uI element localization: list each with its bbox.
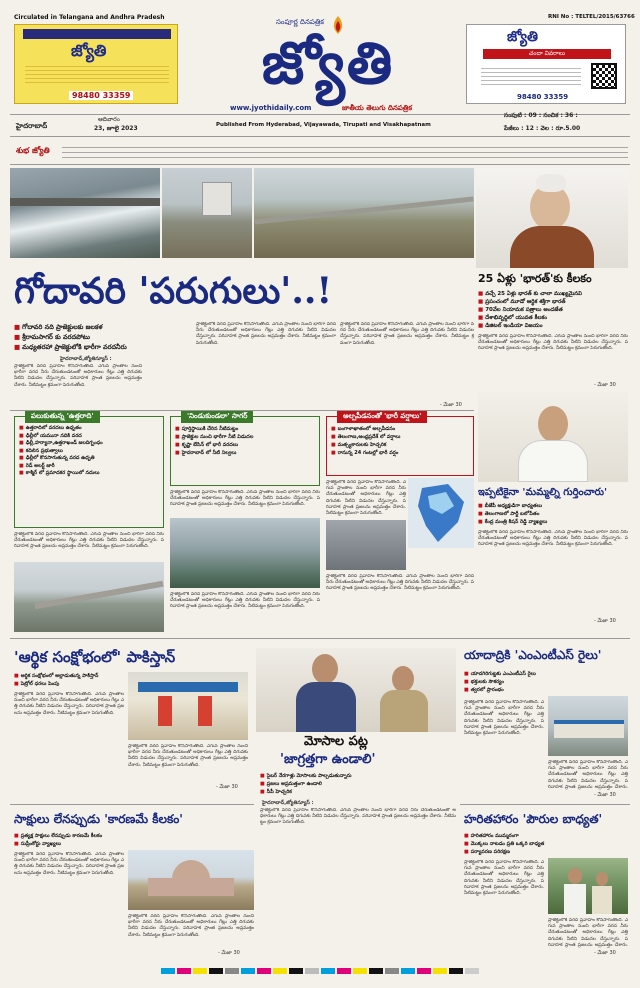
list-item: ■ ప్రపంచంలో మూడో ఆర్థిక శక్తిగా భారత్ — [478, 299, 566, 305]
list-item: ■ డిజిటల్ ఇండియా విజయం — [478, 323, 543, 329]
list-item: ■ హైదరాబాద్ లో నీటి నిల్వలు — [175, 450, 237, 456]
list-item: ■ పూర్తిస్థాయికి చేరిన నీటిమట్టం — [175, 426, 239, 432]
color-registration-strip — [0, 968, 640, 976]
city-label: హైదరాబాద్ — [16, 122, 48, 130]
modi-headline: 25 ఏళ్లు 'భారత్'కు కీలకం — [478, 272, 592, 285]
court-story-2: ప్రాజెక్టులోకి వరద ప్రవాహం కొనసాగుతోంది. ఎగువ ప్రాంతాల నుంచి భారీగా వరద నీరు చేరుతుండటంతో అధికారులు గేట్లు ఎత్తి దిగువకు నీటిని విడుదల చేస్తున్నారు. పరివాహక ప్రాంత ప్రజలను అప్రమత్తం చేశారు. నీటిమట్టం క్రమంగా పెరుగుతోంది. — [128, 914, 254, 938]
haritha-story-2: ప్రాజెక్టులోకి వరద ప్రవాహం కొనసాగుతోంది. ఎగువ ప్రాంతాల నుంచి భారీగా వరద నీరు చేరుతుండటంతో అధికారులు గేట్లు ఎత్తి దిగువకు నీటిని విడుదల చేస్తున్నారు. పరివాహక ప్రాంత ప్రజలను అప్రమత్తం చేశారు. — [548, 918, 628, 948]
mmts-byline: - మేజా 30 — [594, 792, 616, 798]
right-ad — [466, 24, 626, 104]
paper-title: జ్యోతి — [261, 29, 395, 97]
list-item: ■ కాశ్మీర్ లో ప్రమాదకర స్థాయిలో నదులు — [19, 470, 100, 476]
train-photo — [548, 696, 628, 756]
list-item: ■ కేంద్ర మంత్రి కిషన్ రెడ్డి వ్యాఖ్యలు — [478, 519, 548, 525]
right-ad-banner: చందా వివరాలు — [483, 49, 611, 59]
left-ad-title: జ్యోతి — [71, 41, 107, 60]
mmts-story-1: ప్రాజెక్టులోకి వరద ప్రవాహం కొనసాగుతోంది. ఎగువ ప్రాంతాల నుంచి భారీగా వరద నీరు చేరుతుండటంతో అధికారులు గేట్లు ఎత్తి దిగువకు నీటిని విడుదల చేస్తున్నారు. పరివాహక ప్రాంత ప్రజలను అప్రమత్తం చేశారు. నీటిమట్టం క్రమంగా పెరుగుతోంది. — [464, 700, 544, 737]
list-item: ■ బంగాళాఖాతంలో అల్పపీడనం — [331, 426, 396, 432]
box-title: 'నిండుకుండలా' సాగర్ — [181, 411, 253, 423]
panchang-strip — [10, 140, 630, 162]
tagline: సంపూర్ణ దినపత్రిక — [276, 18, 324, 26]
list-item: ■ ప్రాజెక్టుల నుంచి భారీగా నీటి విడుదల — [175, 434, 254, 440]
website: www.jyothidaily.com — [230, 104, 312, 112]
day-label: ఆదివారం — [98, 116, 120, 123]
list-item: ■ బీజేపీ అధ్యక్షుడిగా బాధ్యతలు — [478, 503, 543, 509]
pakistan-headline: 'ఆర్థిక సంక్షోభంలో' పాకిస్తాన్ — [14, 648, 176, 666]
box-title: పలుకుతున్న 'ఉత్తరాది' — [25, 411, 100, 423]
police-story: ప్రాజెక్టులోకి వరద ప్రవాహం కొనసాగుతోంది. ఎగువ ప్రాంతాల నుంచి భారీగా వరద నీరు చేరుతుండటంతో అధికారులు గేట్లు ఎత్తి దిగువకు నీటిని విడుదల చేస్తున్నారు. పరివాహక ప్రాంత ప్రజలను అప్రమత్తం చేశారు. నీటిమట్టం క్రమంగా పెరుగుతోంది. — [260, 808, 456, 826]
shubh-label: శుభ జ్యోతి — [16, 146, 50, 155]
rain-map-photo — [408, 478, 474, 548]
mmts-bullets — [464, 670, 628, 694]
list-item: ■ 70వేల నియామక పత్రాలు అందజేత — [478, 307, 563, 313]
court-headline: సాక్షులు లేనప్పుడు 'కారణమే కీలకం' — [14, 812, 183, 826]
haritha-headline: హరితహారం 'పౌరుల బాధ్యత' — [464, 812, 603, 826]
highway-photo — [14, 562, 164, 632]
kishan-story: ప్రాజెక్టులోకి వరద ప్రవాహం కొనసాగుతోంది. ఎగువ ప్రాంతాల నుంచి భారీగా వరద నీరు చేరుతుండటంతో అధికారులు గేట్లు ఎత్తి దిగువకు నీటిని విడుదల చేస్తున్నారు. పరివాహక ప్రాంత ప్రజలను అప్రమత్తం చేశారు. నీటిమట్టం క్రమంగా పెరుగుతోంది. — [478, 530, 628, 548]
modi-photo — [476, 168, 628, 268]
rain-people-photo — [326, 520, 406, 570]
circulation-note: Circulated in Telangana and Andhra Pradesh — [14, 14, 165, 21]
sagar-dam-photo — [170, 518, 320, 588]
sagar-box — [170, 412, 320, 486]
lead-headline: గోదావరి 'పరుగులు'..! — [14, 270, 333, 312]
police-headline-2: 'జాగ్రత్తగా ఉండాలి' — [280, 752, 376, 767]
list-item: ■ ప్రత్యక్ష సాక్షులు లేనప్పుడు కారణమే కీలకం — [14, 833, 103, 839]
list-item: ■ ఢిల్లీలో కొనసాగుతున్న వరద ఉధృతి — [19, 455, 95, 461]
box-title: అల్పపీడనంతో 'భారీ వర్షాలు' — [337, 411, 427, 423]
list-item: ■ మొక్కలు నాటడం ప్రతి ఒక్కరి బాధ్యత — [464, 841, 545, 847]
left-ad — [14, 24, 178, 104]
left-ad-band — [23, 29, 171, 39]
list-item: ■ కృష్ణా బేసిన్ లో భారీ వరదలు — [175, 442, 239, 448]
kishan-byline: - మేజా 30 — [594, 618, 616, 624]
flooded-street-photo — [162, 168, 252, 258]
list-item: ■ వచ్చే 25 ఏళ్లు భారత్ కు చాలా ముఖ్యమైనవి — [478, 291, 582, 297]
north-story: ప్రాజెక్టులోకి వరద ప్రవాహం కొనసాగుతోంది. ఎగువ ప్రాంతాల నుంచి భారీగా వరద నీరు చేరుతుండటంతో అధికారులు గేట్లు ఎత్తి దిగువకు నీటిని విడుదల చేస్తున్నారు. పరివాహక ప్రాంత ప్రజలను అప్రమత్తం చేశారు. నీటిమట్టం క్రమంగా పెరుగుతోంది. — [14, 532, 164, 550]
court-bullets — [14, 832, 254, 848]
police-bullets — [260, 772, 456, 796]
kishan-headline: ఇప్పటికైనా 'మమ్మల్ని గుర్తించారు' — [478, 487, 608, 498]
lead-story-col2: ప్రాజెక్టులోకి వరద ప్రవాహం కొనసాగుతోంది. ఎగువ ప్రాంతాల నుంచి భారీగా వరద నీరు చేరుతుండటంతో అధికారులు గేట్లు ఎత్తి దిగువకు నీటిని విడుదల చేస్తున్నారు. పరివాహక ప్రాంత ప్రజలను అప్రమత్తం చేశారు. నీటిమట్టం క్రమంగా పెరుగుతోంది. — [196, 322, 336, 346]
kishan-bullets — [478, 502, 628, 526]
lead-story-col1: ప్రాజెక్టులోకి వరద ప్రవాహం కొనసాగుతోంది. ఎగువ ప్రాంతాల నుంచి భారీగా వరద నీరు చేరుతుండటంతో అధికారులు గేట్లు ఎత్తి దిగువకు నీటిని విడుదల చేస్తున్నారు. పరివాహక ప్రాంత ప్రజలను అప్రమత్తం చేశారు. నీటిమట్టం క్రమంగా పెరుగుతోంది. — [14, 364, 142, 388]
paper-subtitle: జాతీయ తెలుగు దినపత్రిక — [342, 104, 412, 112]
left-ad-text-lines — [25, 63, 169, 83]
police-officer-photo — [256, 648, 456, 732]
bridge-photo — [254, 168, 474, 258]
list-item: ■ భక్తులకు సౌకర్యం — [464, 679, 504, 685]
list-item: ■ ప్రజలు అప్రమత్తంగా ఉండాలి — [260, 781, 322, 787]
modi-bullets — [478, 290, 628, 330]
list-item: ■ సీపీ హెచ్చరిక — [260, 789, 292, 795]
pakistan-story-1: ప్రాజెక్టులోకి వరద ప్రవాహం కొనసాగుతోంది. ఎగువ ప్రాంతాల నుంచి భారీగా వరద నీరు చేరుతుండటంతో అధికారులు గేట్లు ఎత్తి దిగువకు నీటిని విడుదల చేస్తున్నారు. పరివాహక ప్రాంత ప్రజలను అప్రమత్తం చేశారు. నీటిమట్టం క్రమంగా పెరుగుతోంది. — [14, 692, 124, 716]
right-ad-text-lines — [481, 65, 581, 87]
police-headline-1: మోసాల పట్ల — [304, 734, 368, 749]
police-dateline: హైదరాబాద్,జ్యోతిన్యూస్ : — [262, 800, 314, 806]
list-item: ■ శ్రీరామసాగర్ కు వరదపోటు — [14, 333, 90, 341]
list-item: ■ పర్యావరణ పరిరక్షణ — [464, 849, 510, 855]
haritha-bullets — [464, 832, 628, 856]
list-item: ■ సైబర్ నేరగాళ్లు మోసాలకు పాల్పడుతున్నారు — [260, 773, 352, 779]
list-item: ■ ఢిల్లీలో యమునా నదికి వరద — [19, 432, 82, 439]
pakistan-story-2: ప్రాజెక్టులోకి వరద ప్రవాహం కొనసాగుతోంది. ఎగువ ప్రాంతాల నుంచి భారీగా వరద నీరు చేరుతుండటంతో అధికారులు గేట్లు ఎత్తి దిగువకు నీటిని విడుదల చేస్తున్నారు. పరివాహక ప్రాంత ప్రజలను అప్రమత్తం చేశారు. నీటిమట్టం క్రమంగా పెరుగుతోంది. — [128, 744, 248, 768]
haritha-byline: - మేజా 30 — [594, 950, 616, 956]
rain-box — [326, 412, 474, 476]
list-item: ■ కదిలిన ప్రభుత్వాలు — [19, 447, 63, 454]
list-item: ■ దేశాభివృద్ధిలో యువత కీలకం — [478, 315, 548, 321]
list-item: ■ రానున్న 24 గంటల్లో భారీ వర్షం — [331, 450, 399, 456]
masthead — [0, 0, 640, 136]
dam-photo — [10, 168, 160, 258]
lead-story-col3: ప్రాజెక్టులోకి వరద ప్రవాహం కొనసాగుతోంది. ఎగువ ప్రాంతాల నుంచి భారీగా వరద నీరు చేరుతుండటంతో అధికారులు గేట్లు ఎత్తి దిగువకు నీటిని విడుదల చేస్తున్నారు. పరివాహక ప్రాంత ప్రజలను అప్రమత్తం చేశారు. నీటిమట్టం క్రమంగా పెరుగుతోంది. — [340, 322, 474, 346]
mmts-story-2: ప్రాజెక్టులోకి వరద ప్రవాహం కొనసాగుతోంది. ఎగువ ప్రాంతాల నుంచి భారీగా వరద నీరు చేరుతుండటంతో అధికారులు గేట్లు ఎత్తి దిగువకు నీటిని విడుదల చేస్తున్నారు. పరివాహక ప్రాంత ప్రజలను అప్రమత్తం చేశారు. — [548, 760, 628, 790]
modi-story: ప్రాజెక్టులోకి వరద ప్రవాహం కొనసాగుతోంది. ఎగువ ప్రాంతాల నుంచి భారీగా వరద నీరు చేరుతుండటంతో అధికారులు గేట్లు ఎత్తి దిగువకు నీటిని విడుదల చేస్తున్నారు. పరివాహక ప్రాంత ప్రజలను అప్రమత్తం చేశారు. నీటిమట్టం క్రమంగా పెరుగుతోంది. — [478, 334, 628, 352]
panchang-text-lines — [62, 143, 628, 159]
list-item: ■ పెట్రోల్ ధరలు పెంపు — [14, 681, 60, 687]
date-label: 23, జూలై 2023 — [94, 125, 138, 132]
north-floods-box — [14, 412, 164, 528]
list-item: ■ తెలంగాణలో పార్టీ బలోపేతం — [478, 511, 540, 517]
rain-story: ప్రాజెక్టులోకి వరద ప్రవాహం కొనసాగుతోంది. ఎగువ ప్రాంతాల నుంచి భారీగా వరద నీరు చేరుతుండటంతో అధికారులు గేట్లు ఎత్తి దిగువకు నీటిని విడుదల చేస్తున్నారు. పరివాహక ప్రాంత ప్రజలను అప్రమత్తం చేశారు. నీటిమట్టం క్రమంగా పెరుగుతోంది. — [326, 480, 406, 516]
pakistan-bullets — [14, 672, 134, 688]
list-item: ■ ఆర్థిక సంక్షోభంలో అల్లాడుతున్న పాకిస్తాన్ — [14, 673, 99, 679]
rain-story-2: ప్రాజెక్టులోకి వరద ప్రవాహం కొనసాగుతోంది. ఎగువ ప్రాంతాల నుంచి భారీగా వరద నీరు చేరుతుండటంతో అధికారులు గేట్లు ఎత్తి దిగువకు నీటిని విడుదల చేస్తున్నారు. పరివాహక ప్రాంత ప్రజలను అప్రమత్తం చేశారు. నీటిమట్టం క్రమంగా పెరుగుతోంది. — [326, 574, 474, 592]
list-item: ■ ఢిల్లీ,హర్యానా,ఉత్తరాఖండ్ జలదిగ్బంధం — [19, 440, 103, 446]
right-ad-title: జ్యోతి — [507, 29, 538, 45]
published-from: Published From Hyderabad, Vijayawada, Tirupati and Visakhapatnam — [216, 122, 431, 128]
list-item: ■ త్వరలో ప్రారంభం — [464, 687, 504, 693]
list-item: ■ మత్స్యకారులకు హెచ్చరిక — [331, 442, 387, 448]
qr-code — [591, 63, 617, 89]
list-item: ■ గోదావరి నది ప్రాజెక్టులకు జలకళ — [14, 323, 103, 331]
list-item: ■ రెడ్ అలర్ట్ జారీ — [19, 462, 55, 469]
volume-info: సంపుటి : 09 : సంచిక : 36 : — [504, 112, 578, 119]
sagar-story: ప్రాజెక్టులోకి వరద ప్రవాహం కొనసాగుతోంది. ఎగువ ప్రాంతాల నుంచి భారీగా వరద నీరు చేరుతుండటంతో అధికారులు గేట్లు ఎత్తి దిగువకు నీటిని విడుదల చేస్తున్నారు. పరివాహక ప్రాంత ప్రజలను అప్రమత్తం చేశారు. నీటిమట్టం క్రమంగా పెరుగుతోంది. — [170, 490, 320, 508]
mmts-headline: యాదాద్రికి 'ఎంఎంటీఎస్ రైలు' — [464, 648, 602, 662]
petrol-pump-photo — [128, 672, 248, 740]
lead-dateline: హైదరాబాద్,జ్యోతిన్యూస్ : — [60, 356, 112, 362]
list-item: ■ తెలంగాణ,ఆంధ్రప్రదేశ్ లో వర్షాలు — [331, 434, 401, 440]
list-item: ■ మధ్యతరహా ప్రాజెక్టులోకి భారీగా వరదనీరు — [14, 343, 127, 351]
pakistan-byline: - మేజా 30 — [216, 784, 238, 790]
list-item: ■ యాదగిరిగుట్టకు ఎంఎంటీఎస్ రైలు — [464, 671, 536, 677]
sagar-story-2: ప్రాజెక్టులోకి వరద ప్రవాహం కొనసాగుతోంది. ఎగువ ప్రాంతాల నుంచి భారీగా వరద నీరు చేరుతుండటంతో అధికారులు గేట్లు ఎత్తి దిగువకు నీటిని విడుదల చేస్తున్నారు. పరివాహక ప్రాంత ప్రజలను అప్రమత్తం చేశారు. నీటిమట్టం క్రమంగా పెరుగుతోంది. — [170, 592, 320, 610]
supreme-court-photo — [128, 850, 254, 910]
page-price: పేజీలు : 12 : వెల : రూ.5.00 — [504, 125, 581, 132]
court-byline: - మేజా 30 — [218, 950, 240, 956]
list-item: ■ హరితహారం ముమ్మరంగా — [464, 833, 519, 839]
modi-byline: - మేజా 30 — [594, 382, 616, 388]
lead-bullets — [14, 322, 194, 352]
rni-number: RNI No : TELTEL/2015/63766 — [548, 14, 635, 20]
lead-byline: - మేజా 30 — [440, 402, 462, 408]
tree-planting-photo — [548, 858, 628, 914]
right-ad-phone: 98480 33359 — [517, 93, 569, 101]
left-ad-phone: 98480 33359 — [69, 91, 133, 100]
list-item: ■ సుప్రీంకోర్టు వ్యాఖ్యలు — [14, 841, 61, 847]
list-item: ■ ఉత్తరాదిలో వరదలు ఉధృతం — [19, 425, 82, 431]
court-story-1: ప్రాజెక్టులోకి వరద ప్రవాహం కొనసాగుతోంది. ఎగువ ప్రాంతాల నుంచి భారీగా వరద నీరు చేరుతుండటంతో అధికారులు గేట్లు ఎత్తి దిగువకు నీటిని విడుదల చేస్తున్నారు. పరివాహక ప్రాంత ప్రజలను అప్రమత్తం చేశారు. నీటిమట్టం క్రమంగా పెరుగుతోంది. — [14, 852, 124, 876]
kishan-reddy-photo — [478, 392, 628, 482]
haritha-story-1: ప్రాజెక్టులోకి వరద ప్రవాహం కొనసాగుతోంది. ఎగువ ప్రాంతాల నుంచి భారీగా వరద నీరు చేరుతుండటంతో అధికారులు గేట్లు ఎత్తి దిగువకు నీటిని విడుదల చేస్తున్నారు. పరివాహక ప్రాంత ప్రజలను అప్రమత్తం చేశారు. నీటిమట్టం క్రమంగా పెరుగుతోంది. — [464, 860, 544, 897]
